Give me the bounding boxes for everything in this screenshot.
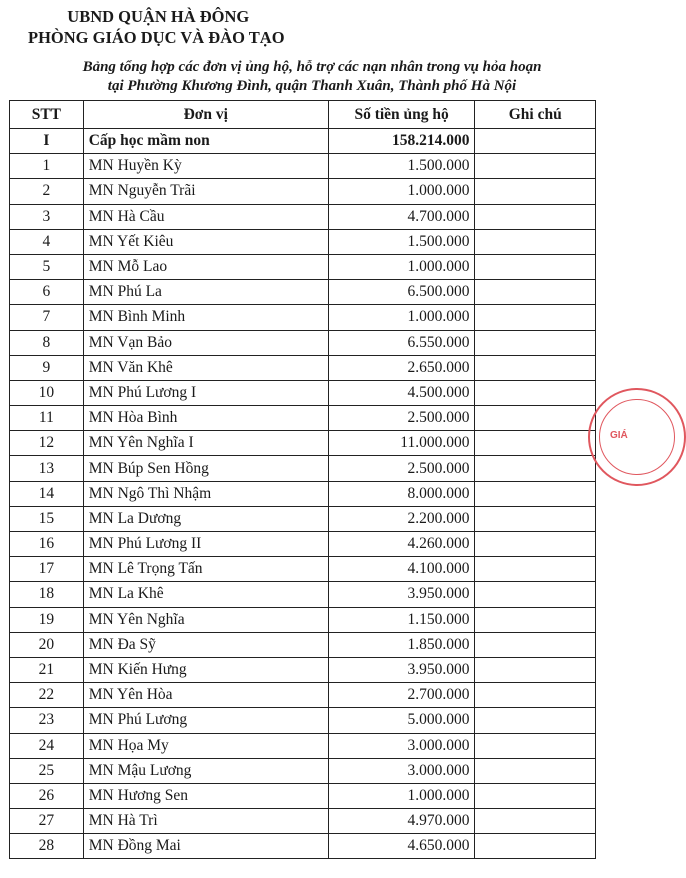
table-row (10, 809, 596, 834)
table-row (10, 834, 596, 859)
row-note (475, 733, 596, 758)
table-row (10, 229, 596, 254)
row-note (475, 607, 596, 632)
row-amount: 4.650.000 (328, 834, 475, 859)
row-stt: 17 (10, 557, 84, 582)
official-seal (588, 388, 686, 486)
table-row (10, 456, 596, 481)
table-row (10, 532, 596, 557)
table-row (10, 431, 596, 456)
row-note (475, 708, 596, 733)
row-amount: 2.500.000 (328, 406, 475, 431)
row-unit: MN Hà Trì (83, 809, 328, 834)
table-row (10, 708, 596, 733)
row-amount: 3.000.000 (328, 733, 475, 758)
row-unit: MN Vạn Bảo (83, 330, 328, 355)
row-unit: MN Đa Sỹ (83, 632, 328, 657)
row-amount: 1.000.000 (328, 783, 475, 808)
row-amount: 4.100.000 (328, 557, 475, 582)
row-stt: 26 (10, 783, 84, 808)
table-row (10, 204, 596, 229)
row-note (475, 330, 596, 355)
col-header-unit: Đơn vị (83, 101, 328, 129)
table-row (10, 733, 596, 758)
row-amount: 4.700.000 (328, 204, 475, 229)
row-amount: 2.650.000 (328, 355, 475, 380)
row-unit: MN Họa My (83, 733, 328, 758)
row-stt: 5 (10, 254, 84, 279)
row-stt: 6 (10, 280, 84, 305)
table-row (10, 330, 596, 355)
row-note (475, 154, 596, 179)
row-amount: 6.550.000 (328, 330, 475, 355)
table-row (10, 254, 596, 279)
row-amount: 5.000.000 (328, 708, 475, 733)
row-note (475, 179, 596, 204)
document-caption (0, 58, 624, 96)
row-stt: 22 (10, 683, 84, 708)
table-row (10, 632, 596, 657)
table-row (10, 406, 596, 431)
row-amount: 4.970.000 (328, 809, 475, 834)
table-body (10, 129, 596, 859)
row-stt: 19 (10, 607, 84, 632)
table-row (10, 783, 596, 808)
section-note (475, 129, 596, 154)
row-amount: 1.000.000 (328, 254, 475, 279)
department-name: PHÒNG GIÁO DỤC VÀ ĐÀO TẠO (28, 28, 285, 47)
row-note (475, 683, 596, 708)
row-stt: 8 (10, 330, 84, 355)
row-note (475, 380, 596, 405)
row-note (475, 834, 596, 859)
table-row (10, 582, 596, 607)
row-note (475, 229, 596, 254)
row-note (475, 355, 596, 380)
row-note (475, 431, 596, 456)
row-unit: MN La Dương (83, 506, 328, 531)
row-stt: 23 (10, 708, 84, 733)
row-stt: 27 (10, 809, 84, 834)
row-note (475, 632, 596, 657)
row-unit: MN Lê Trọng Tấn (83, 557, 328, 582)
row-unit: MN Hà Cầu (83, 204, 328, 229)
row-amount: 3.000.000 (328, 758, 475, 783)
row-unit: MN Phú Lương (83, 708, 328, 733)
row-stt: 16 (10, 532, 84, 557)
table-row (10, 657, 596, 682)
row-note (475, 305, 596, 330)
section-unit: Cấp học mầm non (83, 129, 328, 154)
table-row (10, 506, 596, 531)
document-header (28, 6, 285, 48)
row-stt: 14 (10, 481, 84, 506)
row-unit: MN Nguyễn Trãi (83, 179, 328, 204)
row-unit: MN Hương Sen (83, 783, 328, 808)
row-amount: 3.950.000 (328, 582, 475, 607)
table-row (10, 607, 596, 632)
row-unit: MN Đồng Mai (83, 834, 328, 859)
row-stt: 12 (10, 431, 84, 456)
row-note (475, 254, 596, 279)
row-stt: 18 (10, 582, 84, 607)
row-amount: 11.000.000 (328, 431, 475, 456)
row-note (475, 532, 596, 557)
row-stt: 13 (10, 456, 84, 481)
row-note (475, 456, 596, 481)
row-unit: MN Bình Minh (83, 305, 328, 330)
row-unit: MN Huyền Kỳ (83, 154, 328, 179)
donation-table (9, 100, 596, 859)
row-stt: 11 (10, 406, 84, 431)
row-stt: 2 (10, 179, 84, 204)
row-note (475, 582, 596, 607)
row-stt: 15 (10, 506, 84, 531)
row-amount: 1.000.000 (328, 179, 475, 204)
table-row (10, 380, 596, 405)
table-row (10, 280, 596, 305)
caption-line-1: Bảng tổng hợp các đơn vị ủng hộ, hỗ trợ các nạn nhân trong vụ hỏa hoạn (82, 59, 542, 75)
row-stt: 28 (10, 834, 84, 859)
row-unit: MN Phú La (83, 280, 328, 305)
row-note (475, 557, 596, 582)
row-unit: MN Mậu Lương (83, 758, 328, 783)
row-stt: 9 (10, 355, 84, 380)
table-row (10, 154, 596, 179)
agency-name: UBND QUẬN HÀ ĐÔNG (67, 7, 250, 26)
row-note (475, 783, 596, 808)
row-note (475, 657, 596, 682)
col-header-note: Ghi chú (475, 101, 596, 129)
row-note (475, 406, 596, 431)
section-stt: I (10, 129, 84, 154)
row-amount: 4.260.000 (328, 532, 475, 557)
row-unit: MN Mỗ Lao (83, 254, 328, 279)
row-unit: MN Búp Sen Hồng (83, 456, 328, 481)
row-amount: 2.700.000 (328, 683, 475, 708)
table-row (10, 481, 596, 506)
seal-text: GIÁ (610, 430, 628, 441)
row-unit: MN La Khê (83, 582, 328, 607)
section-row (10, 129, 596, 154)
row-amount: 1.500.000 (328, 229, 475, 254)
row-unit: MN Yên Nghĩa I (83, 431, 328, 456)
table-row (10, 355, 596, 380)
row-unit: MN Phú Lương I (83, 380, 328, 405)
row-stt: 3 (10, 204, 84, 229)
table-row (10, 179, 596, 204)
table-row (10, 758, 596, 783)
row-unit: MN Yên Nghĩa (83, 607, 328, 632)
row-unit: MN Văn Khê (83, 355, 328, 380)
row-amount: 6.500.000 (328, 280, 475, 305)
table-row (10, 683, 596, 708)
row-unit: MN Phú Lương II (83, 532, 328, 557)
row-note (475, 506, 596, 531)
row-stt: 7 (10, 305, 84, 330)
row-amount: 1.500.000 (328, 154, 475, 179)
row-amount: 4.500.000 (328, 380, 475, 405)
row-amount: 3.950.000 (328, 657, 475, 682)
row-amount: 1.150.000 (328, 607, 475, 632)
row-stt: 4 (10, 229, 84, 254)
col-header-stt: STT (10, 101, 84, 129)
row-unit: MN Yên Hòa (83, 683, 328, 708)
row-note (475, 809, 596, 834)
row-amount: 1.000.000 (328, 305, 475, 330)
caption-line-2: tại Phường Khương Đình, quận Thanh Xuân, Thành phố Hà Nội (107, 78, 517, 94)
row-amount: 8.000.000 (328, 481, 475, 506)
row-stt: 25 (10, 758, 84, 783)
table-row (10, 305, 596, 330)
table-header-row (10, 101, 596, 129)
section-amount: 158.214.000 (328, 129, 475, 154)
row-stt: 21 (10, 657, 84, 682)
row-unit: MN Ngô Thì Nhậm (83, 481, 328, 506)
row-amount: 1.850.000 (328, 632, 475, 657)
row-unit: MN Yết Kiêu (83, 229, 328, 254)
row-amount: 2.200.000 (328, 506, 475, 531)
row-stt: 1 (10, 154, 84, 179)
row-stt: 24 (10, 733, 84, 758)
row-stt: 10 (10, 380, 84, 405)
col-header-amount: Số tiền ủng hộ (328, 101, 475, 129)
row-unit: MN Hòa Bình (83, 406, 328, 431)
row-stt: 20 (10, 632, 84, 657)
row-note (475, 280, 596, 305)
row-note (475, 758, 596, 783)
row-note (475, 204, 596, 229)
row-amount: 2.500.000 (328, 456, 475, 481)
row-note (475, 481, 596, 506)
row-unit: MN Kiến Hưng (83, 657, 328, 682)
table-row (10, 557, 596, 582)
